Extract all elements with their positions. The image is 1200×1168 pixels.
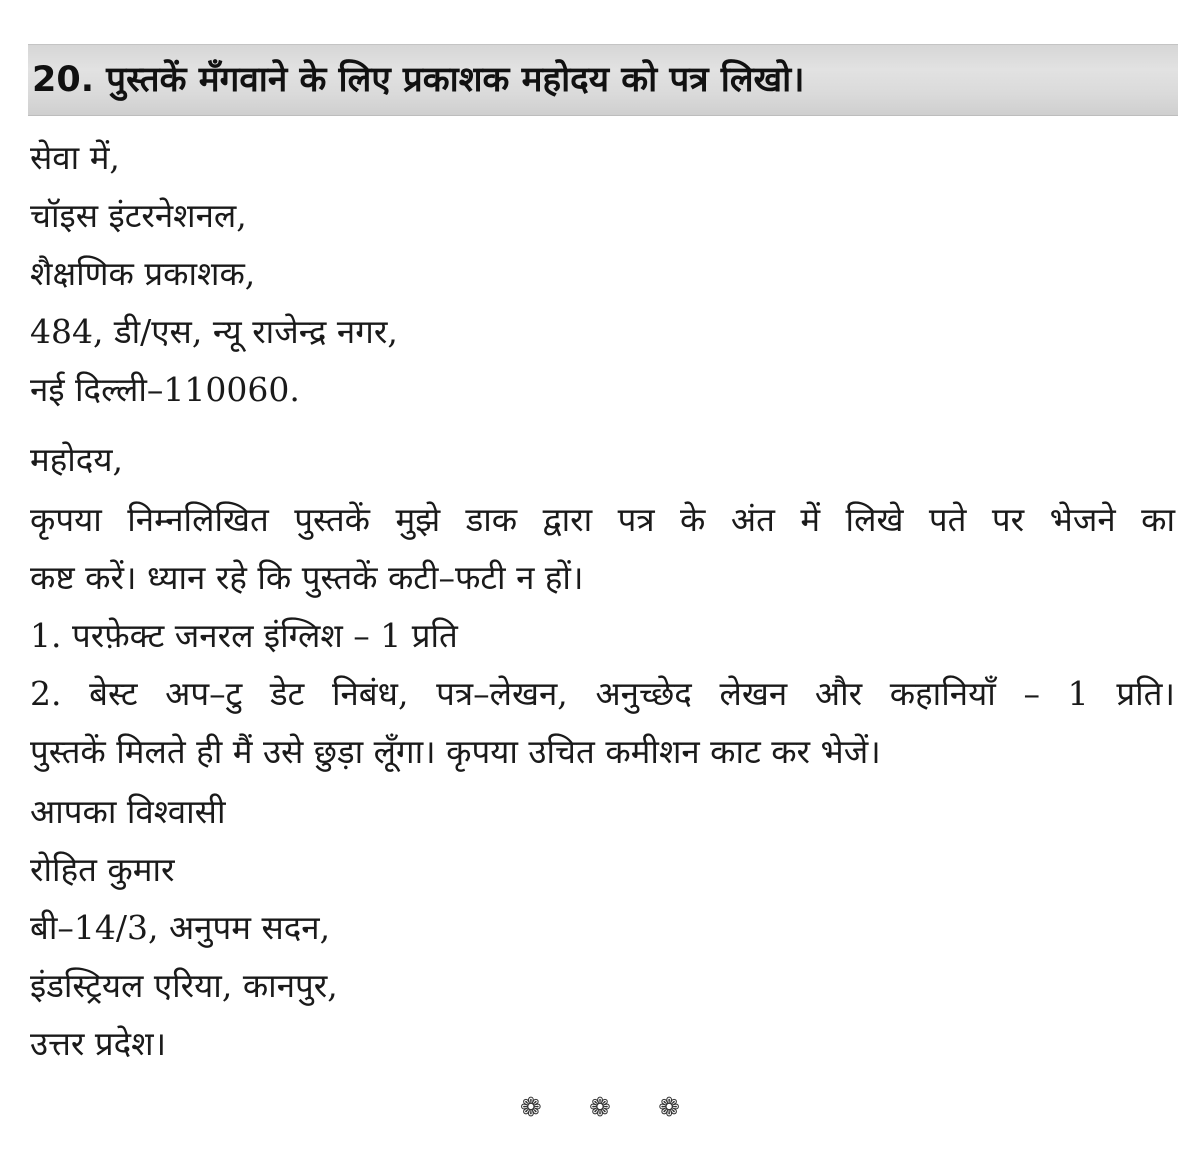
sender-state: उत्तर प्रदेश। (30, 1024, 167, 1063)
recipient-address: 484, डी/एस, न्यू राजेन्द्र नगर, (30, 312, 398, 351)
recipient-salutation: सेवा में, (30, 138, 120, 177)
book-item-1: 1. परफ़ेक्ट जनरल इंग्लिश – 1 प्रति (30, 616, 458, 655)
recipient-designation: शैक्षणिक प्रकाशक, (30, 254, 256, 293)
recipient-name: चॉइस इंटरनेशनल, (30, 196, 247, 235)
body-closing-line: पुस्तकें मिलते ही मैं उसे छुड़ा लूँगा। कृपया उचित कमीशन काट कर भेजें। (30, 732, 881, 771)
sender-address-1: बी–14/3, अनुपम सदन, (30, 908, 331, 947)
flower-ornament-icon: ❁ (658, 1093, 680, 1123)
body-line-2: कष्ट करें। ध्यान रहे कि पुस्तकें कटी–फटी न हों। (30, 558, 584, 597)
recipient-city: नई दिल्ली–110060. (30, 370, 300, 409)
sender-sign-off: आपका विश्वासी (30, 792, 226, 831)
greeting: महोदय, (30, 440, 123, 479)
page-title: 20. पुस्तकें मँगवाने के लिए प्रकाशक महोदय को पत्र लिखो। (32, 60, 805, 100)
book-item-2: 2. बेस्ट अप–टु डेट निबंध, पत्र–लेखन, अनुच्छेद लेखन और कहानियाँ – 1 प्रति। (30, 674, 1175, 713)
sender-name: रोहित कुमार (30, 850, 175, 889)
heading-band (28, 44, 1178, 116)
flower-ornament-icon: ❁ (589, 1093, 611, 1123)
end-ornaments (520, 1088, 680, 1128)
flower-ornament-icon: ❁ (520, 1093, 542, 1123)
body-line-1: कृपया निम्नलिखित पुस्तकें मुझे डाक द्वारा पत्र के अंत में लिखे पते पर भेजने का (30, 500, 1175, 539)
sender-address-2: इंडस्ट्रियल एरिया, कानपुर, (30, 966, 338, 1005)
